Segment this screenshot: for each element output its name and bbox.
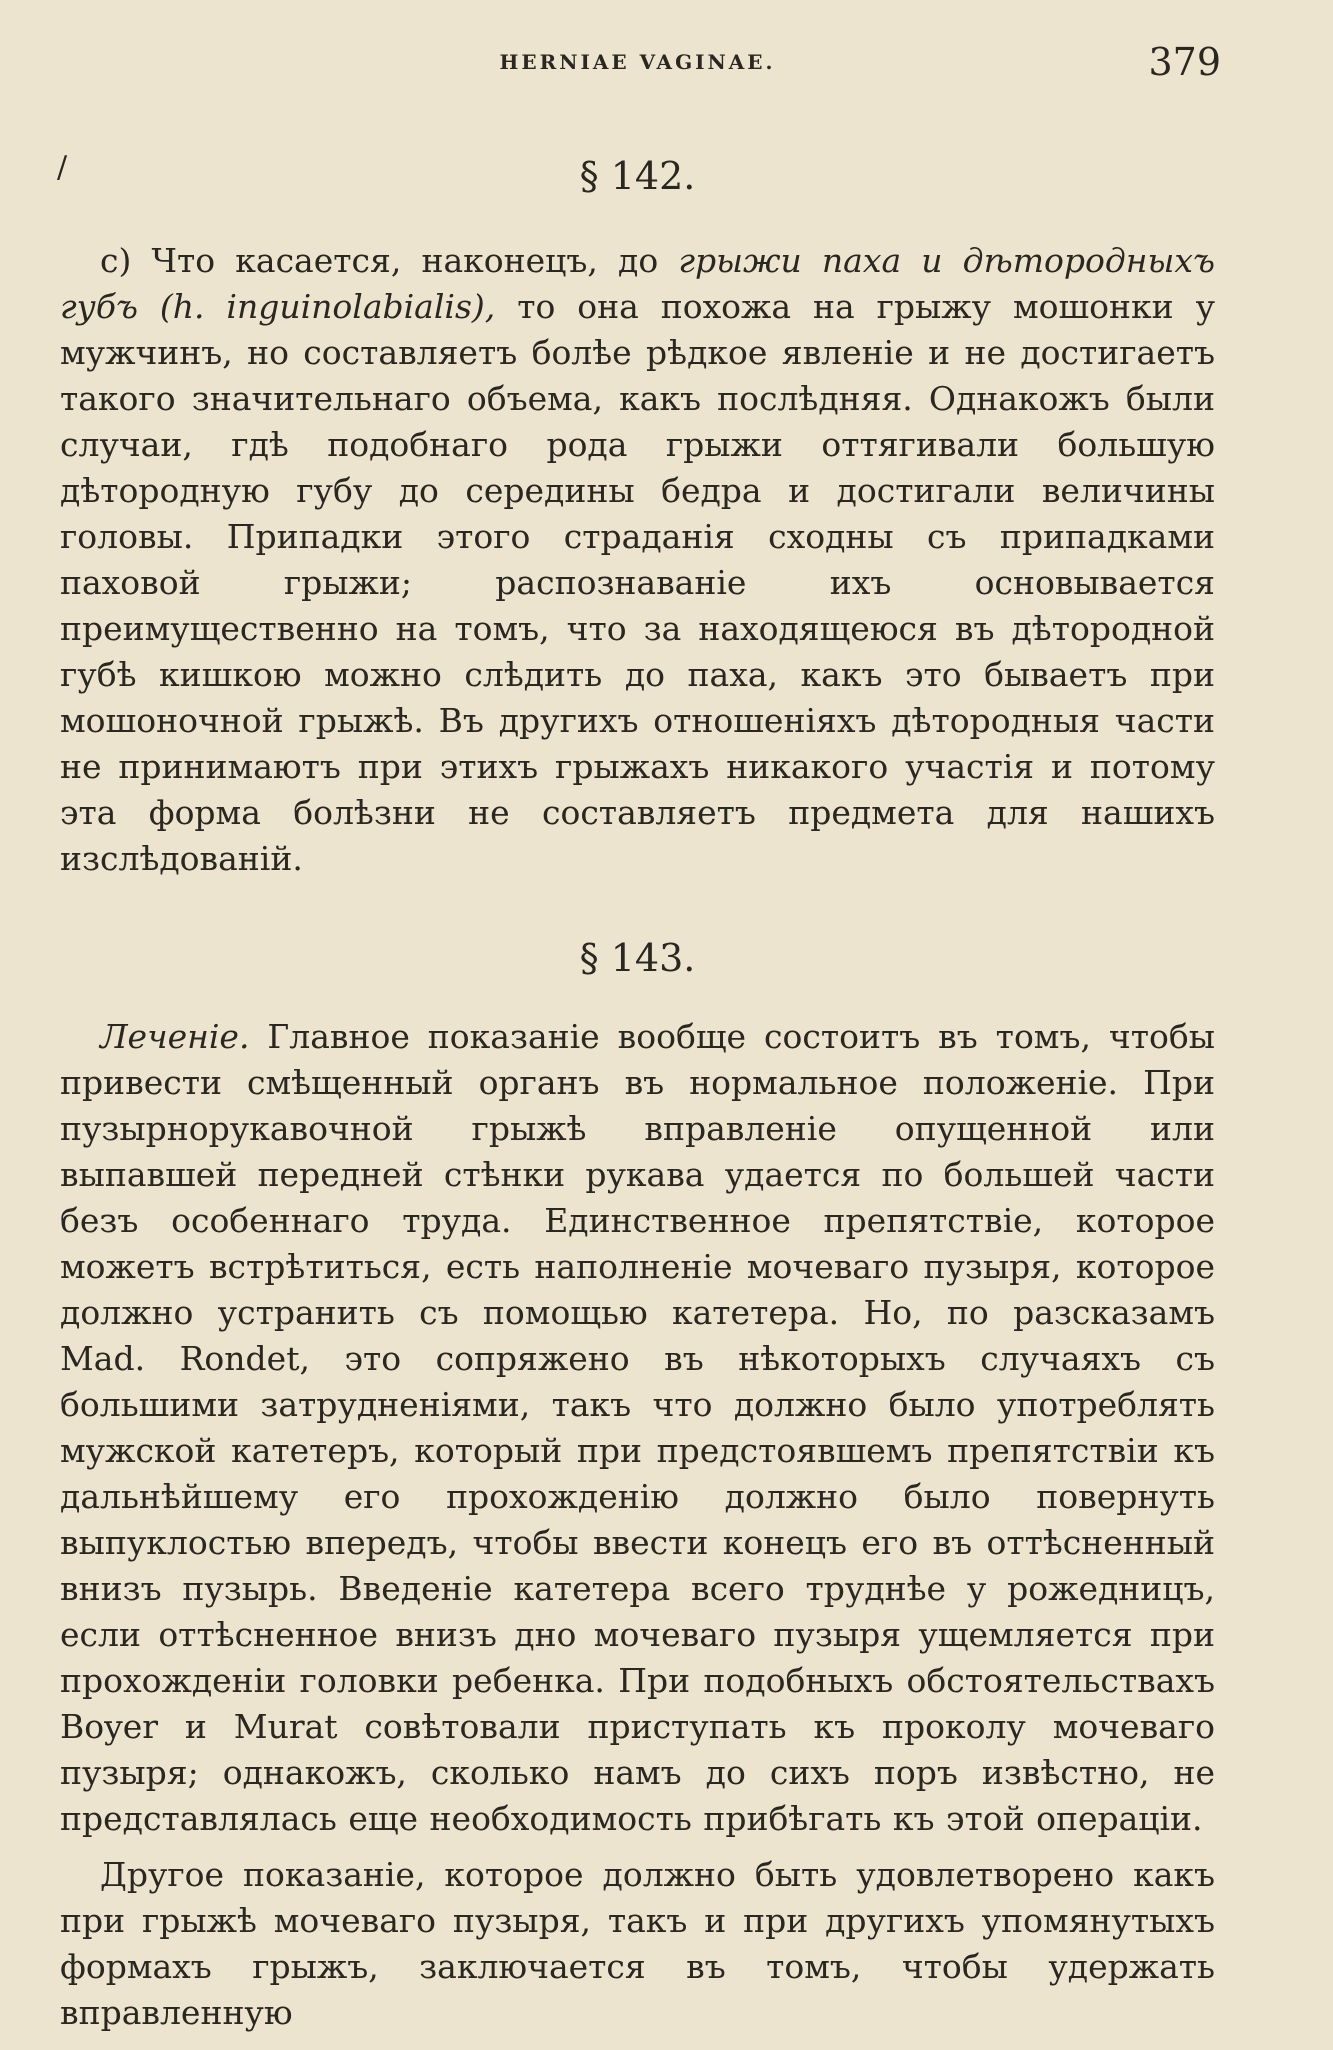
section-heading-142: § 142. <box>579 154 696 198</box>
paragraph-142-body: то она похожа на грыжу мошонки у мужчинъ, но составляетъ болѣе рѣдкое явленіе и не достигаетъ такого значительнаго объема, какъ послѣдняя. Однакожъ были случаи, гдѣ подобнаго рода грыжи оттягивали большую дѣтородную губу до середины бедра и достигали величины головы. Припадки этого страданія сходны съ припадками паховой грыжи; распознаваніе ихъ основывается преимущественно на томъ, что за находящеюся въ дѣтородной губѣ кишкою можно слѣдить до паха, какъ это бываетъ при мошоночной грыжѣ. Въ другихъ отношеніяхъ дѣтородныя части не принимаютъ при этихъ грыжахъ никакого участія и потому эта форма болѣзни не составляетъ предмета для нашихъ изслѣдованій. <box>60 287 1216 878</box>
stray-mark: / <box>57 150 68 185</box>
paragraph-143 <box>60 1014 1215 1842</box>
paragraph-143-italic: Леченіе. <box>100 1017 250 1056</box>
running-head <box>60 40 1221 100</box>
section-heading-143: § 143. <box>579 936 696 980</box>
paragraph-142-lead: с) Что касается, наконецъ, до <box>100 241 679 280</box>
paragraph-142-italic: грыжи паха и дѣтородныхъ губъ (h. inguinolabialis), <box>60 241 1215 326</box>
page-number: 379 <box>1148 40 1221 84</box>
paragraph-143-body: Главное показаніе вообще состоитъ въ томъ, чтобы привести смѣщенный органъ въ нормальное положеніе. При пузырнорукавочной грыжѣ вправленіе опущенной или выпавшей передней стѣнки рукава удается по большей части безъ особеннаго труда. Единственное препятствіе, которое можетъ встрѣтиться, есть наполненіе мочеваго пузыря, которое должно устранить съ помощью катетера. Но, по разсказамъ Mad. Rondet, это сопряжено въ нѣкоторыхъ случаяхъ съ большими затрудненіями, такъ что должно было употреблять мужской катетеръ, который при предстоявшемъ препятствіи къ дальнѣйшему его прохожденію должно было повернуть выпуклостью впередъ, чтобы ввести конецъ его въ оттѣсненный внизъ пузырь. Введеніе катетера всего труднѣе у рожедницъ, если оттѣсненное внизъ дно мочеваго пузыря ущемляется при прохожденіи головки ребенка. При подобныхъ обстоятельствахъ Boyer и Murat совѣтовали приступать къ проколу мочеваго пузыря; однакожъ, сколько намъ до сихъ поръ извѣстно, не представлялась еще необходимость прибѣгать къ этой операціи. <box>60 1017 1215 1838</box>
paragraph-142 <box>60 238 1215 882</box>
running-title: HERNIAE VAGINAE. <box>499 50 776 74</box>
paragraph-143-second: Другое показаніе, которое должно быть удовлетворено какъ при грыжѣ мочеваго пузыря, такъ и при другихъ упомянутыхъ формахъ грыжъ, заключается въ томъ, чтобы удержать вправленную <box>60 1855 1215 2032</box>
